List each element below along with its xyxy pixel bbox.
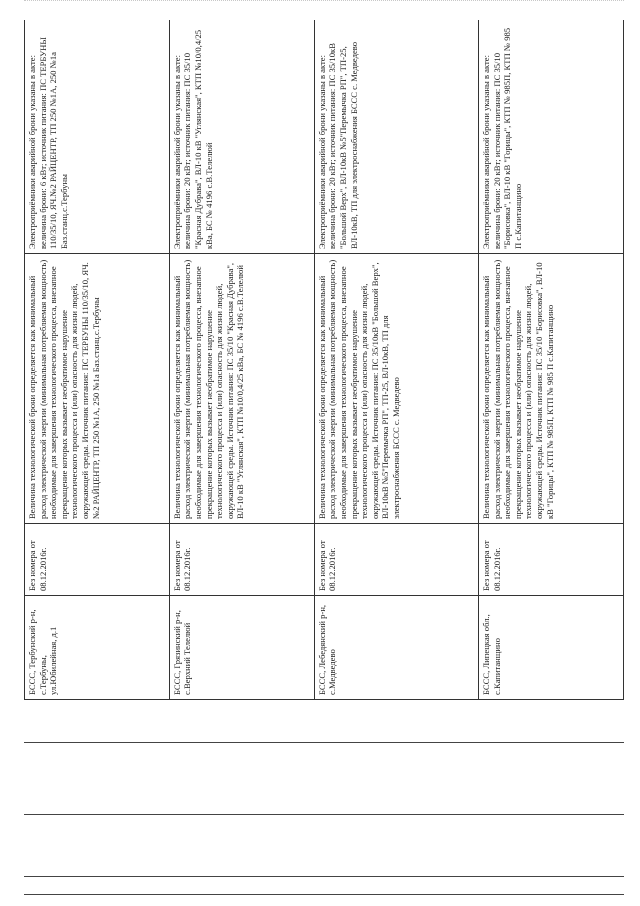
tech-reserve-cell: Величина технологической брони определяется как минимальный расход электрической энергии (минимальная потребляемая мощность) необходимые для завершения технологического процесса, внезапное прекращение которых вызывает необратимое нарушение технологического процесса и (или) опасность для жизни людей, окружающей среды. Источник питания: ПС ТЕРБУНЫ 110/35/10, ЯЧ.№2 РАЙЦЕНТР, ТП 250 №1А, 250 №1а Баз.станц.с.Тербуны — [25, 254, 170, 524]
emergency-reserve-cell: Электроприёмники аварийной брони указаны в акте: величина брони: 6 кВт; источник питания: ПС ТЕРБУНЫ 110/35/10, ЯЧ.№2 РАЙЦЕНТР, ТП 250 №1А, 250 №1а Баз.станц.с.Тербуны — [25, 20, 170, 254]
tech-reserve-cell: Величина технологической брони определяется как минимальный расход электрической энергии (минимальная потребляемая мощность) необходимые для завершения технологического процесса, внезапное прекращение которых вызывает необратимое нарушение технологического процесса и (или) опасность для жизни людей, окружающей среды. Источник питания: ПС 35/10 "Борисовка", ВЛ-10 кВ "Горицы", КТП № 985П, КТП № 985 П с.Капитанщино — [479, 254, 624, 524]
divider-line — [24, 876, 624, 877]
table-row — [169, 20, 314, 700]
emergency-reserve-cell: Электроприёмники аварийной брони указаны в акте: величина брони: 20 кВт; источник питания: ПС 35/10 "Красная Дубрава", ВЛ-10 кВ "Углянская", КТП №10/0,4/25 кВа, БС № 4196 с.В.Телелюй — [169, 20, 314, 254]
address-cell: БССС, Грязинский р-н, с.Верхний Телелюй — [169, 596, 314, 700]
power-reservation-table — [24, 20, 624, 700]
rotated-table-container — [24, 20, 624, 700]
address-cell: БССС, Тербунский р-н, с.Тербуны, ул.Юбилейная, д.1 — [25, 596, 170, 700]
tech-reserve-cell: Величина технологической брони определяется как минимальный расход электрической энергии (минимальная потребляемая мощность) необходимые для завершения технологического процесса, внезапное прекращение которых вызывает необратимое нарушение технологического процесса и (или) опасность для жизни людей, окружающей среды. Источник питания: ПС 35/10кВ "Большой Верх", ВЛ-10кВ №5"Перемычка РП", ТП-25, ВЛ-10кВ, ТП для электроснабжения БССС с. Медведево — [314, 254, 478, 524]
document-cell: Без номера от 08.12.2016г. — [479, 524, 624, 596]
divider-line — [24, 742, 624, 743]
divider-line — [24, 894, 624, 895]
table-row — [314, 20, 478, 700]
emergency-reserve-cell: Электроприёмники аварийной брони указаны в акте: величина брони: 20 кВт; источник питания: ПС 35/10 "Борисовка", ВЛ-10 кВ "Горицы", КТП № 985П, КТП № 985 П с.Капитанщино — [479, 20, 624, 254]
document-cell: Без номера от 08.12.2016г. — [25, 524, 170, 596]
address-cell: БССС, Лебедянский р-н, с.Медведево — [314, 596, 478, 700]
top-dotted-border — [24, 0, 624, 7]
table-row — [479, 20, 624, 700]
table-row — [25, 20, 170, 700]
emergency-reserve-cell: Электроприёмники аварийной брони указаны в акте: величина брони: 20 кВт; источник питания: ПС 35/10кВ "Большой Верх", ВЛ-10кВ №5"Перемычка РП", ТП-25, ВЛ-10кВ, ТП для электроснабжения БССС с. Медведево — [314, 20, 478, 254]
rotated-table-frame — [24, 20, 624, 700]
tech-reserve-cell: Величина технологической брони определяется как минимальный расход электрической энергии (минимальная потребляемая мощность) необходимые для завершения технологического процесса, внезапное прекращение которых вызывает необратимое нарушение технологического процесса и (или) опасность для жизни людей, окружающей среды. Источник питания: ПС 35/10 "Красная Дубрава", ВЛ-10 кВ "Углянская", КТП №10/0,4/25 кВа, БС № 4196 с.В.Телелюй — [169, 254, 314, 524]
address-cell: БССС, Липецкая обл., с.Капитанщино — [479, 596, 624, 700]
document-cell: Без номера от 08.12.2016г. — [314, 524, 478, 596]
document-cell: Без номера от 08.12.2016г. — [169, 524, 314, 596]
divider-line — [24, 814, 624, 815]
